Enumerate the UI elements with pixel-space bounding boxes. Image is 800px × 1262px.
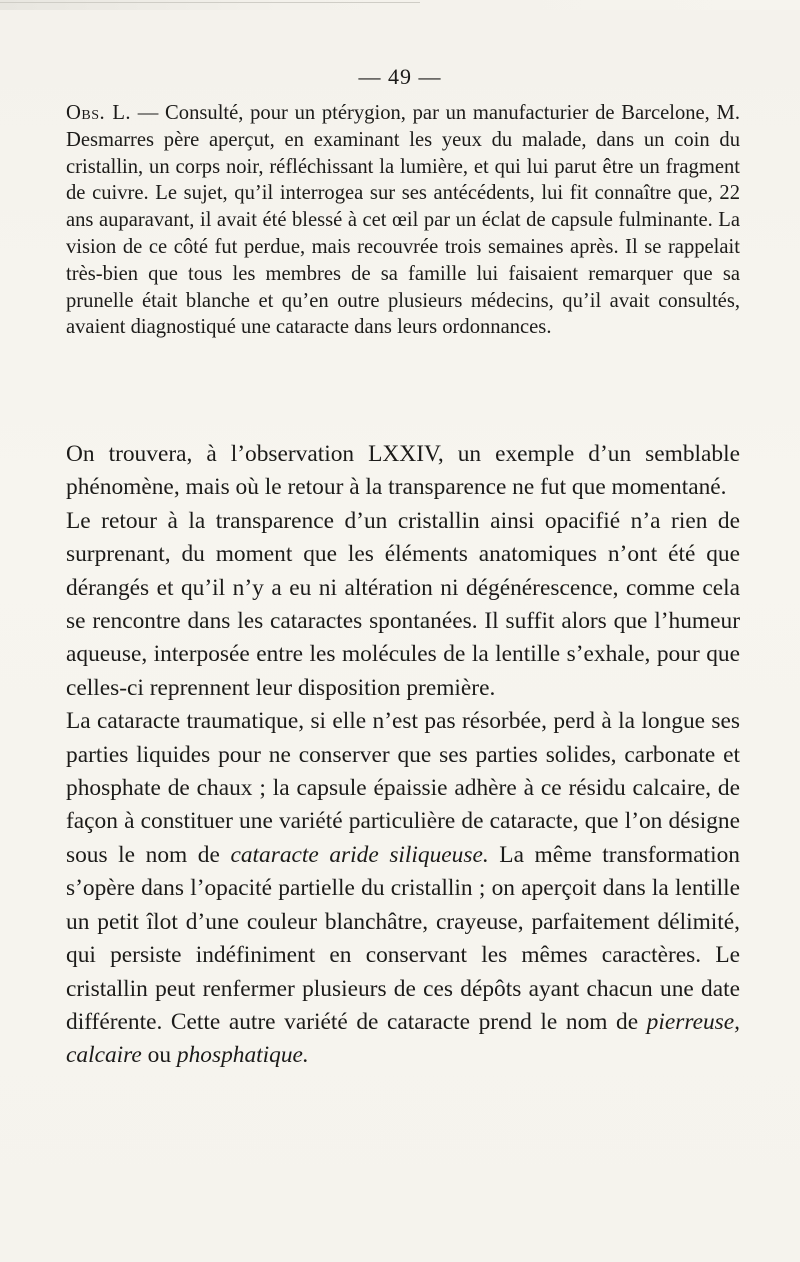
observation-block <box>66 100 740 341</box>
observation-paragraph <box>66 100 740 341</box>
top-rule <box>0 2 420 3</box>
main-text <box>66 438 740 1073</box>
paragraph-3-start: La cataracte traumatique, si elle n’est pas résorbée, perd à la longue ses parties liquides pour ne conserver que ses parties solides, carbonate et phosphate de chaux ; la capsule épaissie adhère à ce résidu calcaire, de façon à constituer une variété particulière de cataracte, que l’on désigne sous le nom de <box>66 708 740 868</box>
paragraph-3-mid: La même transformation s’opère dans l’opacité partielle du cristallin ; on aperçoit dans la lentille un petit îlot d’une couleur blanchâtre, crayeuse, parfaitement délimité, qui persiste indéfiniment en conservant les mêmes caractères. Le cristallin peut renfermer plusieurs de ces dépôts ayant chacun une date différente. Cette autre variété de cataracte prend le nom de <box>66 841 740 1035</box>
paragraph-2-text: Le retour à la transparence d’un cristallin ainsi opacifié n’a rien de surprenant, du moment que les éléments anatomiques n’ont été que dérangés et qu’il n’y a eu ni altération ni dégénérescence, comme cela se rencontre dans les cataractes spontanées. Il suffit alors que l’humeur aqueuse, interposée entre les molécules de la lentille s’exhale, pour que celles-ci reprennent leur disposition première. <box>66 507 740 701</box>
term-phosphatique: phosphatique. <box>176 1042 309 1069</box>
page-number: — 49 — <box>358 64 442 89</box>
observation-text: — Consulté, pour un ptérygion, par un manufacturier de Barcelone, M. Desmarres père aperçut, en examinant les yeux du malade, dans un coin du cristallin, un corps noir, réfléchissant la lumière, et qui lui parut être un fragment de cuivre. Le sujet, qu’il interrogea sur ses antécédents, lui fit connaître que, 22 ans auparavant, il avait été blessé à cet œil par un éclat de capsule fulminante. La vision de ce côté fut perdue, mais recouvrée trois semaines après. Il se rappelait très-bien que tous les membres de sa famille lui faisaient remarquer que sa prunelle était blanche et qu’en outre plusieurs médecins, qu’il avait consultés, avaient diagnostiqué une cataracte dans leurs ordonnances. <box>66 102 740 339</box>
paragraph-1 <box>66 438 740 505</box>
term-cataracte-aride-siliqueuse: cataracte aride siliqueuse. <box>230 841 489 868</box>
paragraph-1-text: On trouvera, à l’observation LXXIV, un exemple d’un semblable phénomène, mais où le retour à la transparence ne fut que momentané. <box>66 441 740 501</box>
term-pierreuse-calcaire: pierreuse, calcaire <box>66 1008 740 1069</box>
paragraph-3 <box>66 705 740 1072</box>
paragraph-2 <box>66 505 740 705</box>
connector-ou: ou <box>141 1042 177 1069</box>
observation-label: Obs. L. <box>66 102 132 124</box>
